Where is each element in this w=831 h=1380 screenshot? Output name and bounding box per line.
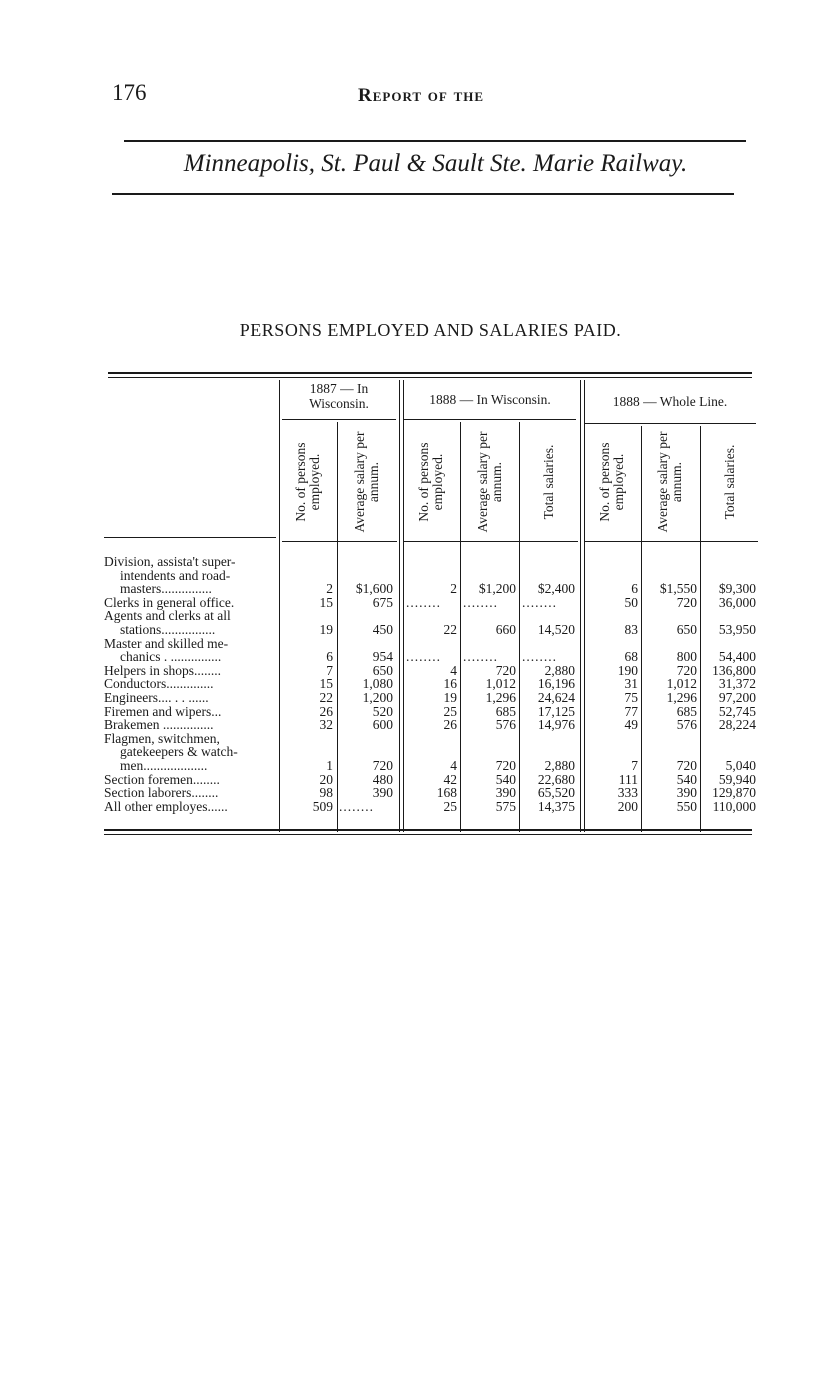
table-cell: 98 [319,785,333,801]
table-cell: 675 [372,594,393,610]
table-cell: 720 [676,594,697,610]
table-cell: 480 [372,771,393,787]
row-label: Engineers.... . . ...... [104,690,209,705]
stub-head-rule [104,537,276,538]
row-label: All other employes...... [104,798,228,814]
table-cell: 31,372 [718,676,756,692]
table-cell: $1,550 [659,581,697,597]
table-cell: 1,012 [485,676,516,692]
column-header: Total salaries. [541,444,556,520]
row-label: gatekeepers & watch- [120,744,238,760]
table-cell: 22 [443,622,457,637]
table-cell: 1,012 [666,676,697,692]
table-cell: 25 [443,703,457,719]
row-label: Helpers in shops........ [104,662,221,678]
railway-name: Minneapolis, St. Paul & Sault Ste. Marie Railway. [183,150,688,177]
table-cell: 720 [676,758,697,773]
table-cell: 19 [319,622,333,637]
table-cell: 7 [326,662,333,678]
table-cell: 20 [319,771,333,787]
column-header: No. of persons employed. [293,442,322,522]
empty-cell-leader: ........ [406,650,441,664]
table-cell: 7 [631,758,638,773]
empty-cell-leader: ........ [522,595,557,610]
table-cell: 2,880 [544,758,575,773]
table-cell: 54,400 [718,649,756,665]
table-cell: 450 [372,622,393,637]
empty-cell-leader: ........ [339,799,374,814]
table-cell: 685 [495,703,516,719]
empty-cell-leader: ........ [463,595,498,610]
table-cell: 17,125 [537,703,575,719]
table-cell: 59,940 [718,771,756,787]
table-cell: 52,745 [718,703,756,719]
row-label: Firemen and wipers... [104,703,222,719]
column-rule [403,380,404,832]
table-cell: 111 [618,771,638,787]
row-label: men................... [120,758,208,773]
column-rule [460,422,461,832]
table-cell: 509 [312,798,333,814]
table-cell: 720 [676,662,697,678]
table-cell: 16 [443,676,457,692]
table-cell: 15 [319,676,333,692]
row-label: Clerks in general office. [104,594,235,610]
table-cell: 1,200 [362,690,393,705]
column-rule [519,422,520,832]
table-cell: 136,800 [712,662,756,678]
table-cell: 14,520 [537,622,575,637]
table-cell: $1,600 [355,581,393,597]
table-cell: 49 [624,717,638,733]
table-cell: 720 [372,758,393,773]
table-cell: 954 [372,649,393,665]
table-cell: 129,870 [712,785,756,801]
table-cell: 190 [617,662,638,678]
table-cell: 83 [624,622,638,637]
empty-cell-leader: ........ [463,650,498,664]
top-rule [124,140,746,142]
column-header: Average salary per annum. [655,431,684,533]
table-cell: $2,400 [537,581,575,597]
column-header: No. of persons employed. [416,442,445,522]
table-cell: 4 [450,758,457,773]
table-cell: 720 [495,758,516,773]
table-cell: 75 [624,690,638,705]
group-header: 1887 — In Wisconsin. [309,381,369,411]
empty-cell-leader: ........ [522,650,557,664]
column-header: Total salaries. [722,444,737,520]
table-cell: 31 [624,676,638,692]
table-cell: 390 [676,785,697,801]
table-cell: 1,080 [362,676,393,692]
table-cell: 1,296 [666,690,697,705]
table-cell: $1,200 [478,581,516,597]
table-cell: 800 [676,649,697,665]
table-cell: 26 [319,703,333,719]
row-label: Flagmen, switchmen, [104,730,220,746]
column-rule [279,380,280,832]
table-cell: 50 [624,594,638,610]
row-label: Section foremen........ [104,771,220,787]
railway-rule [112,193,734,195]
row-label: intendents and road- [120,567,231,583]
table-title: PERSONS EMPLOYED AND SALARIES PAID. [239,320,622,340]
table-cell: 540 [495,771,516,787]
table-cell: 2,880 [544,662,575,678]
row-label: chanics . ............... [120,649,222,665]
group-header: 1888 — Whole Line. [612,394,728,409]
column-header: Average salary per annum. [475,431,504,533]
group-header: 1888 — In Wisconsin. [429,392,551,407]
table-cell: 660 [495,622,516,637]
column-rule [700,426,701,832]
table-cell: 77 [624,703,638,719]
table-cell: 25 [443,798,457,814]
column-rule [337,422,338,832]
column-header: Average salary per annum. [352,431,381,533]
table-cell: 15 [319,594,333,610]
row-label: Agents and clerks at all [104,608,231,624]
column-rule [580,380,581,832]
table-cell: 16,196 [537,676,575,692]
table-cell: 32 [319,717,333,733]
table-rule [108,377,752,378]
row-label: masters............... [120,581,212,597]
row-label: Conductors.............. [104,676,214,692]
table-cell: 390 [372,785,393,801]
table-cell: 576 [495,717,516,733]
column-rule [584,380,585,832]
table-cell: 600 [372,717,393,733]
table-cell: 19 [443,690,457,705]
table-cell: 97,200 [718,690,756,705]
table-cell: 65,520 [537,785,575,801]
empty-cell-leader: ........ [406,595,441,610]
table-cell: 6 [631,581,638,597]
row-label: Section laborers........ [104,785,219,801]
table-rule [104,834,752,835]
table-cell: 1,296 [485,690,516,705]
table-cell: 200 [617,798,638,814]
row-label: stations................ [120,622,216,637]
table-cell: 1 [326,758,333,773]
table-rule [104,829,752,831]
table-cell: 53,950 [718,622,756,637]
table-cell: 5,040 [725,758,756,773]
column-rule [399,380,400,832]
table-cell: 6 [326,649,333,665]
table-cell: 14,976 [537,717,575,733]
table-cell: 685 [676,703,697,719]
table-cell: 650 [676,622,697,637]
table-cell: 22 [319,690,333,705]
running-head: Report of the [358,85,485,106]
column-rule [641,426,642,832]
table-cell: 333 [617,785,638,801]
table-cell: 575 [495,798,516,814]
table-cell: 110,000 [712,798,756,814]
table-cell: 36,000 [718,594,756,610]
table-rule [108,372,752,374]
table-cell: 540 [676,771,697,787]
table-cell: 2 [326,581,333,597]
table-cell: 650 [372,662,393,678]
table-cell: 42 [443,771,457,787]
table-cell: 68 [624,649,638,665]
table-cell: 4 [450,662,457,678]
table-cell: $9,300 [718,581,756,597]
row-label: Brakemen ............... [104,717,214,733]
table-cell: 168 [436,785,457,801]
table-cell: 14,375 [537,798,575,814]
row-label: Division, assista't super- [104,554,236,569]
table-cell: 576 [676,717,697,733]
table-cell: 22,680 [537,771,575,787]
row-label: Master and skilled me- [104,635,229,651]
table-cell: 2 [450,581,457,597]
table-cell: 28,224 [718,717,756,733]
table-cell: 550 [676,798,697,814]
table-cell: 26 [443,717,457,733]
table-cell: 24,624 [537,690,575,705]
table-cell: 520 [372,703,393,719]
table-cell: 390 [495,785,516,801]
page-number: 176 [112,80,147,105]
table-cell: 720 [495,662,516,678]
column-header: No. of persons employed. [597,442,626,522]
